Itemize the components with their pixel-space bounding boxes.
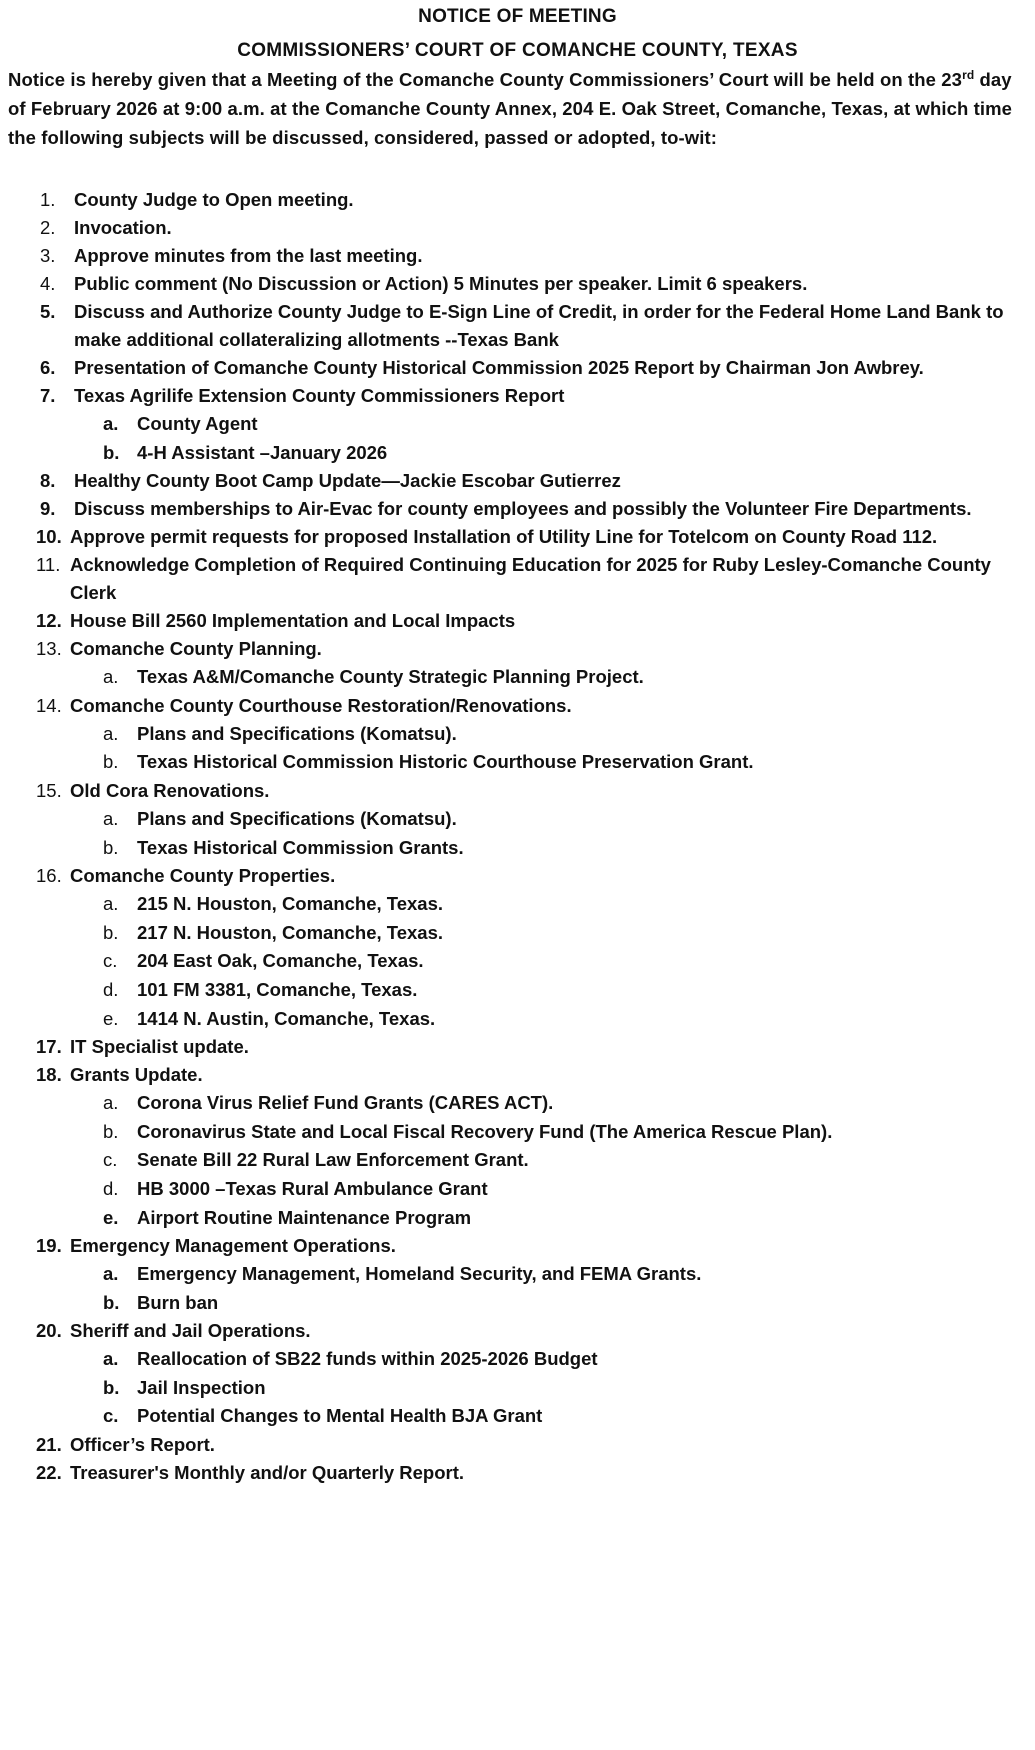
agenda-item-number: 7.: [40, 385, 56, 406]
agenda-item: [0, 467, 1035, 495]
agenda-subitem-text: Texas Historical Commission Historic Courthouse Preservation Grant.: [137, 751, 754, 773]
agenda-item-text: Sheriff and Jail Operations.: [70, 1320, 311, 1342]
agenda-item-number: 10.: [36, 526, 62, 548]
agenda-subitem-text: Reallocation of SB22 funds within 2025-2026 Budget: [137, 1348, 598, 1370]
agenda-subitem: [0, 805, 1035, 834]
agenda-item-number: 22.: [36, 1462, 62, 1484]
agenda-subitem-letter: c.: [103, 950, 118, 972]
agenda-subitem-text: Emergency Management, Homeland Security, and FEMA Grants.: [137, 1263, 702, 1285]
agenda-subitem-letter: d.: [103, 1177, 119, 1199]
agenda-item: [0, 551, 1035, 607]
agenda-subitem-letter: a.: [103, 893, 119, 915]
agenda-subitem: [0, 1345, 1035, 1374]
intro-paragraph: [8, 65, 1026, 152]
agenda-item-number: 3.: [40, 245, 56, 266]
agenda-subitem-text: Airport Routine Maintenance Program: [137, 1206, 472, 1228]
agenda-item: [0, 495, 1035, 523]
agenda-item-number: 8.: [40, 470, 56, 492]
intro-ordinal-suffix: rd: [962, 67, 975, 82]
agenda-item: [0, 186, 1035, 214]
agenda-item: [0, 1317, 1035, 1345]
agenda-item-number: 5.: [40, 301, 56, 322]
agenda-subitem-letter: a.: [103, 413, 119, 434]
agenda-item-number: 21.: [36, 1434, 62, 1456]
agenda-subitem: [0, 834, 1035, 863]
agenda-subitem-text: 1414 N. Austin, Comanche, Texas.: [137, 1007, 436, 1029]
agenda-item-text: IT Specialist update.: [70, 1036, 249, 1058]
agenda-item-number: 19.: [36, 1235, 62, 1257]
agenda-subitem-text: 4-H Assistant –January 2026: [137, 441, 388, 463]
agenda-item: [0, 382, 1035, 410]
agenda-subitem-text: Plans and Specifications (Komatsu).: [137, 722, 457, 744]
agenda-subitem-letter: b.: [103, 921, 119, 943]
agenda-subitem: [0, 663, 1035, 692]
document-title: NOTICE OF MEETING: [418, 6, 617, 27]
agenda-subitem: [0, 919, 1035, 948]
agenda-item-text: Discuss and Authorize County Judge to E-Sign Line of Credit, in order for the Federal Home Land Bank to make additional collateralizing allotments --Texas Bank: [74, 301, 1004, 350]
agenda-item: [0, 270, 1035, 298]
agenda-item: [0, 1431, 1035, 1459]
intro-text-part1: Notice is hereby given that a Meeting of the Comanche County Commissioners’ Court will be held on the 23: [8, 69, 963, 90]
agenda-item-number: 12.: [36, 610, 62, 632]
agenda-subitem-letter: b.: [103, 1291, 120, 1313]
agenda-subitem-letter: c.: [103, 1405, 119, 1427]
agenda-item-number: 2.: [40, 217, 56, 238]
agenda-item-text: Acknowledge Completion of Required Continuing Education for 2025 for Ruby Lesley-Comanche County Clerk: [70, 554, 991, 604]
agenda-subitem-letter: d.: [103, 978, 119, 1000]
agenda-subitem-letter: a.: [103, 1092, 119, 1114]
agenda-subitem-text: Texas A&M/Comanche County Strategic Planning Project.: [137, 666, 644, 688]
agenda-subitem: [0, 748, 1035, 777]
agenda-subitem: [0, 1118, 1035, 1147]
agenda-list: [0, 186, 1035, 1487]
agenda-item: [0, 635, 1035, 663]
agenda-item-text: Texas Agrilife Extension County Commissioners Report: [74, 385, 565, 406]
agenda-subitem-letter: e.: [103, 1206, 119, 1228]
agenda-subitem-text: 217 N. Houston, Comanche, Texas.: [137, 921, 444, 943]
agenda-item: [0, 692, 1035, 720]
agenda-item-text: Presentation of Comanche County Historical Commission 2025 Report by Chairman Jon Awbrey.: [74, 357, 924, 378]
agenda-subitem: [0, 1204, 1035, 1233]
agenda-subitem-letter: a.: [103, 1348, 119, 1370]
agenda-item: [0, 1459, 1035, 1487]
agenda-subitem-text: 204 East Oak, Comanche, Texas.: [137, 950, 424, 972]
agenda-item-text: Emergency Management Operations.: [70, 1235, 396, 1257]
agenda-subitem-text: Plans and Specifications (Komatsu).: [137, 807, 457, 829]
document-subtitle: COMMISSIONERS’ COURT OF COMANCHE COUNTY, TEXAS: [237, 40, 798, 61]
agenda-item-text: Invocation.: [74, 217, 172, 238]
agenda-subitem-letter: b.: [103, 1376, 120, 1398]
agenda-subitem: [0, 947, 1035, 976]
agenda-item-number: 14.: [36, 694, 62, 716]
agenda-subitem-letter: a.: [103, 1263, 119, 1285]
agenda-item-text: Treasurer's Monthly and/or Quarterly Report.: [70, 1462, 465, 1484]
agenda-item-text: Approve minutes from the last meeting.: [74, 245, 423, 266]
agenda-item-number: 6.: [40, 357, 56, 378]
agenda-item-number: 4.: [40, 273, 56, 294]
agenda-subitem-text: 215 N. Houston, Comanche, Texas.: [137, 893, 444, 915]
agenda-subitem-letter: b.: [103, 1120, 119, 1142]
agenda-subitem-text: Potential Changes to Mental Health BJA Grant: [137, 1405, 543, 1427]
agenda-subitem-letter: e.: [103, 1007, 119, 1029]
agenda-item-number: 11.: [36, 554, 61, 576]
agenda-item-text: Public comment (No Discussion or Action) 5 Minutes per speaker. Limit 6 speakers.: [74, 273, 808, 294]
agenda-subitem-text: Corona Virus Relief Fund Grants (CARES ACT).: [137, 1092, 554, 1114]
agenda-item-text: Healthy County Boot Camp Update—Jackie Escobar Gutierrez: [74, 470, 621, 492]
agenda-subitem: [0, 890, 1035, 919]
agenda-item-number: 20.: [36, 1320, 62, 1342]
agenda-item-text: Comanche County Planning.: [70, 638, 322, 660]
agenda-subitem-letter: a.: [103, 807, 119, 829]
agenda-item-number: 1.: [40, 189, 56, 210]
agenda-item-number: 18.: [36, 1064, 62, 1086]
agenda-item-text: Discuss memberships to Air-Evac for county employees and possibly the Volunteer Fire Departments.: [74, 498, 972, 520]
agenda-item-number: 9.: [40, 498, 56, 520]
agenda-item-number: 16.: [36, 865, 62, 887]
agenda-subitem-text: HB 3000 –Texas Rural Ambulance Grant: [137, 1177, 488, 1199]
agenda-item: [0, 1033, 1035, 1061]
agenda-subitem: [0, 1374, 1035, 1403]
agenda-subitem-text: Burn ban: [137, 1291, 219, 1313]
agenda-item: [0, 777, 1035, 805]
agenda-subitem-letter: a.: [103, 722, 119, 744]
agenda-item-text: Approve permit requests for proposed Installation of Utility Line for Totelcom on County Road 112.: [70, 526, 938, 548]
agenda-item: [0, 862, 1035, 890]
agenda-item-text: Old Cora Renovations.: [70, 779, 270, 801]
agenda-subitem: [0, 1089, 1035, 1118]
agenda-subitem: [0, 1005, 1035, 1034]
agenda-subitem: [0, 1175, 1035, 1204]
agenda-item-number: 15.: [36, 779, 62, 801]
agenda-item-number: 17.: [36, 1036, 62, 1058]
agenda-subitem: [0, 1289, 1035, 1318]
agenda-item-text: County Judge to Open meeting.: [74, 189, 354, 210]
agenda-item-text: Grants Update.: [70, 1064, 203, 1086]
agenda-subitem-letter: b.: [103, 441, 120, 463]
agenda-subitem: [0, 976, 1035, 1005]
agenda-item: [0, 214, 1035, 242]
agenda-subitem: [0, 1402, 1035, 1431]
agenda-subitem: [0, 720, 1035, 749]
agenda-item: [0, 298, 1035, 354]
agenda-subitem-letter: b.: [103, 836, 119, 858]
agenda-subitem-text: Texas Historical Commission Grants.: [137, 836, 464, 858]
agenda-subitem: [0, 1146, 1035, 1175]
agenda-subitem-letter: b.: [103, 751, 119, 773]
agenda-item: [0, 523, 1035, 551]
agenda-item-text: Comanche County Properties.: [70, 865, 336, 887]
intro-text-part2: day of February 2026 at 9:00 a.m. at the Comanche County Annex, 204 E. Oak Street, Comanche, Texas, at which time the following subjects will be discussed, considered, passed or adopted, to-wit:: [8, 69, 1013, 148]
agenda-item: [0, 1061, 1035, 1089]
agenda-subitem: [0, 1260, 1035, 1289]
agenda-subitem-text: County Agent: [137, 413, 258, 434]
agenda-item-number: 13.: [36, 638, 62, 660]
agenda-subitem-letter: c.: [103, 1149, 118, 1171]
agenda-item-text: Officer’s Report.: [70, 1434, 215, 1456]
agenda-item: [0, 1232, 1035, 1260]
agenda-subitem: [0, 410, 1035, 439]
agenda-subitem: [0, 439, 1035, 468]
agenda-item: [0, 354, 1035, 382]
agenda-subitem-text: 101 FM 3381, Comanche, Texas.: [137, 978, 418, 1000]
agenda-subitem-text: Jail Inspection: [137, 1376, 266, 1398]
agenda-item: [0, 607, 1035, 635]
agenda-subitem-text: Senate Bill 22 Rural Law Enforcement Grant.: [137, 1149, 529, 1171]
agenda-subitem-text: Coronavirus State and Local Fiscal Recovery Fund (The America Rescue Plan).: [137, 1120, 833, 1142]
agenda-item: [0, 242, 1035, 270]
agenda-subitem-letter: a.: [103, 666, 119, 688]
agenda-item-text: House Bill 2560 Implementation and Local Impacts: [70, 610, 516, 632]
agenda-item-text: Comanche County Courthouse Restoration/Renovations.: [70, 694, 572, 716]
